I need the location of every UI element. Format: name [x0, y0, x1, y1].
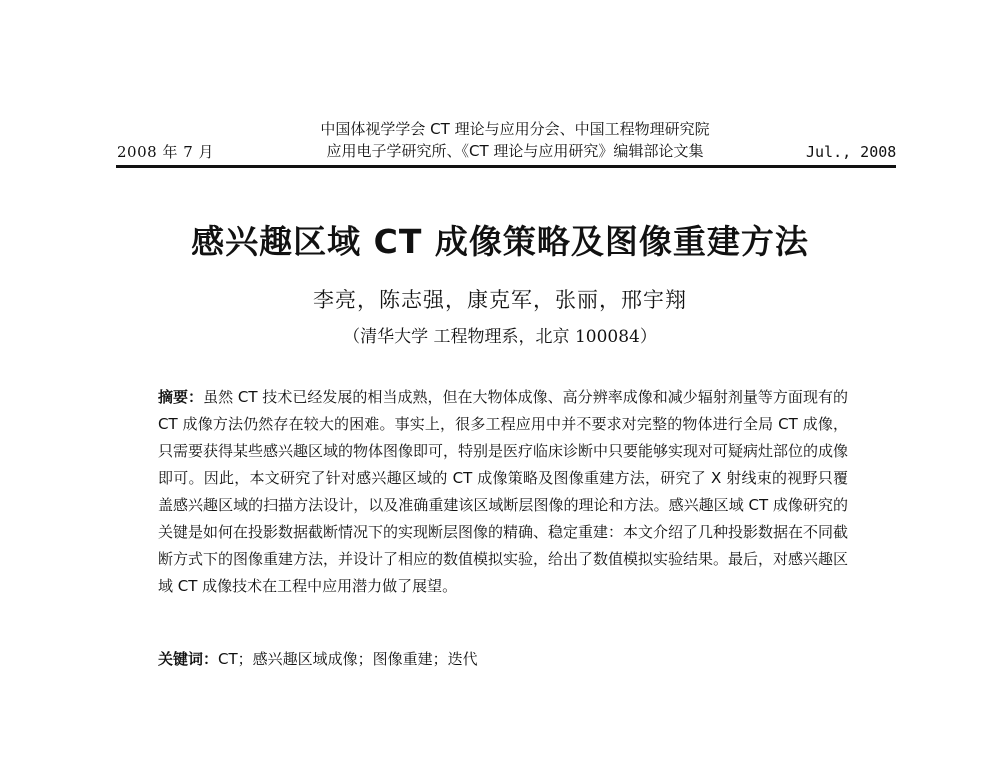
paper-authors: 李亮，陈志强，康克军，张丽，邢宇翔 — [313, 288, 687, 312]
header-publisher-line1: 中国体视学学会 CT 理论与应用分会、中国工程物理研究院 — [320, 120, 710, 138]
header-publisher-line2: 应用电子学研究所、《CT 理论与应用研究》编辑部论文集 — [326, 142, 704, 160]
keywords-text: CT；感兴趣区域成像；图像重建；迭代 — [218, 650, 478, 668]
paper-title: 感兴趣区域 CT 成像策略及图像重建方法 — [191, 222, 809, 261]
paper-affiliation: （清华大学 工程物理系，北京 100084） — [343, 327, 657, 347]
header-publisher — [280, 118, 750, 162]
keywords — [158, 646, 848, 673]
keywords-label: 关键词： — [158, 650, 219, 668]
header-date-en: Jul., 2008 — [806, 143, 897, 161]
abstract — [158, 384, 848, 600]
abstract-text: 虽然 CT 技术已经发展的相当成熟，但在大物体成像、高分辨率成像和减少辐射剂量等方面现有的 CT 成像方法仍然存在较大的困难。事实上，很多工程应用中并不要求对完整的物体进行全局 CT 成像，只需要获得某些感兴趣区域的物体图像即可，特别是医疗临床诊断中只要能够实现对可疑病灶部位的成像即可。因此，本文研究了针对感兴趣区域的 CT 成像策略及图像重建方法，研究了 X 射线束的视野只覆盖感兴趣区域的扫描方法设计，以及准确重建该区域断层图像的理论和方法。感兴趣区域 CT 成像研究的关键是如何在投影数据截断情况下的实现断层图像的精确、稳定重建：本文介绍了几种投影数据在不同截断方式下的图像重建方法，并设计了相应的数值模拟实验，给出了数值模拟实验结果。最后，对感兴趣区域 CT 成像技术在工程中应用潜力做了展望。 — [158, 388, 849, 595]
header-divider — [116, 165, 896, 168]
abstract-label: 摘要： — [158, 388, 204, 406]
header-date-cn: 2008 年 7 月 — [117, 143, 215, 161]
